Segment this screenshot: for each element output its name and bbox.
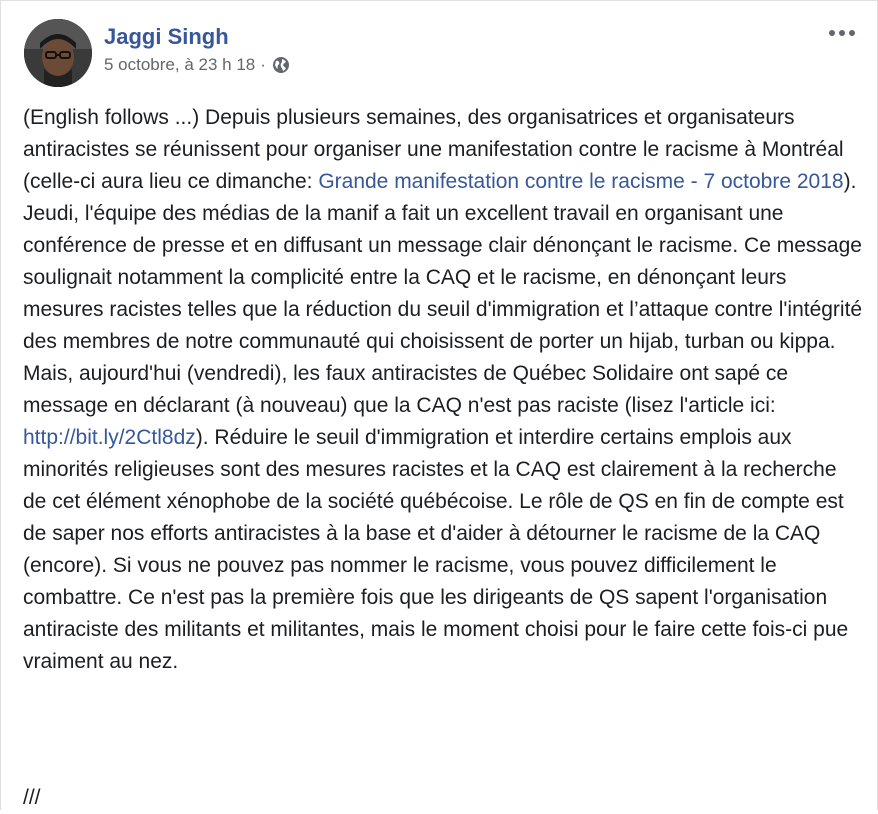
avatar[interactable] — [24, 19, 92, 87]
post-timestamp[interactable]: 5 octobre, à 23 h 18 — [104, 55, 256, 74]
article-link[interactable]: http://bit.ly/2Ctl8dz — [23, 426, 196, 449]
author-name[interactable]: Jaggi Singh — [104, 24, 229, 49]
post-body — [23, 102, 863, 678]
post-text-part3: ). Réduire le seuil d'immigration et interdire certains emplois aux minorités religieuses sont des mesures racistes et la CAQ est clairement à la recherche de cet élément xénophobe de la société québécoise. Le rôle de QS en fin de compte est de saper nos efforts antiracistes à la base et d'aider à détourner le racisme de la CAQ (encore). Si vous ne pouvez pas nommer le racisme, vous pouvez difficilement le combattre. Ce n'est pas la première fois que les dirigeants de QS sapent l'organisation antiraciste des militants et militantes, mais le moment choisi pour le faire cette fois-ci pue vraiment au nez. — [23, 426, 849, 673]
post-header — [24, 19, 290, 87]
more-options-icon[interactable] — [827, 23, 857, 43]
meta-separator: · — [260, 55, 266, 74]
post-text-part2: ). Jeudi, l'équipe des médias de la manif a fait un excellent travail en organisant une conférence de presse et en diffusant un message clair dénonçant le racisme. Ce message soulignait notamment la complicité entre la CAQ et le racisme, en dénonçant leurs mesures racistes telles que la réduction du seuil d'immigration et l’attaque contre l'intégrité des membres de notre communauté qui choisissent de porter un hijab, turban ou kippa. Mais, aujourd'hui (vendredi), les faux antiracistes de Québec Solidaire ont sapé ce message en déclarant (à nouveau) que la CAQ n'est pas raciste (lisez l'article ici: — [23, 170, 863, 417]
event-link[interactable]: Grande manifestation contre le racisme - 7 octobre 2018 — [318, 170, 844, 193]
post-subline — [104, 54, 290, 76]
post-meta — [104, 19, 290, 76]
post-text-part1: (English follows ...) Depuis plusieurs semaines, des organisatrices et organisateurs antiracistes se réunissent pour organiser une manifestation contre le racisme à Montréal (celle-ci aura lieu ce dimanche: — [23, 106, 844, 193]
globe-icon[interactable] — [272, 56, 290, 74]
section-separator: /// — [23, 786, 41, 809]
